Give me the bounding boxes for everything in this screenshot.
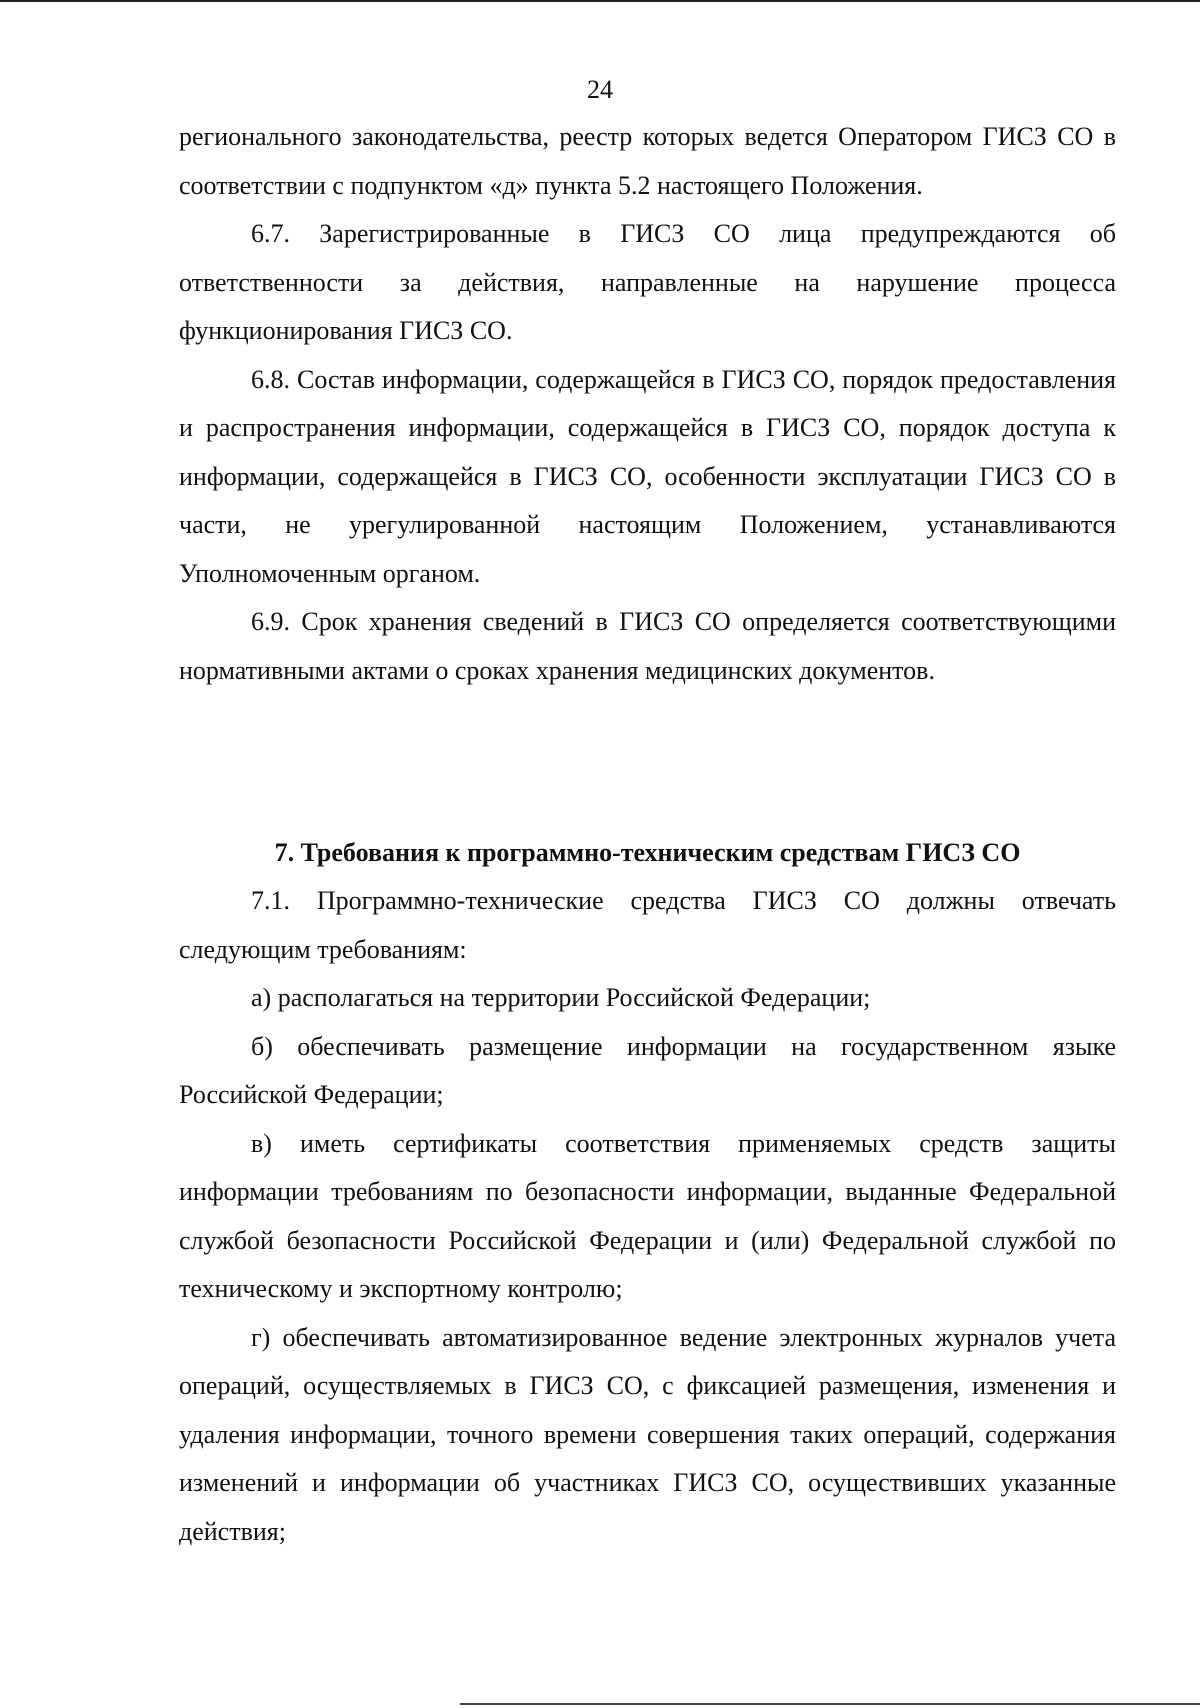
item-v: в) иметь сертификаты соответствия применяемых средств защиты информации требованиям по безопасности информации, выданные Федеральной службой безопасности Российской Федерации и (или) Федеральной службой по техническому и экспортному контролю; [179,1128,1116,1303]
scan-border-top [0,0,1200,2]
scan-border-bottom [460,1703,1200,1705]
page-number: 24 [587,75,613,104]
section-7-text [179,877,1116,1556]
item-a: а) располагаться на территории Российской Федерации; [251,983,871,1012]
paragraph-6-9: 6.9. Срок хранения сведений в ГИСЗ СО определяется соответствующими нормативными актами о сроках хранения медицинских документов. [179,607,1116,685]
paragraph-6-8: 6.8. Состав информации, содержащейся в ГИСЗ СО, порядок предоставления и распространения информации, содержащейся в ГИСЗ СО, порядок доступа к информации, содержащейся в ГИСЗ СО, особенности эксплуатации ГИСЗ СО в части, не урегулированной настоящим Положением, устанавливаются Уполномоченным органом. [179,364,1116,588]
item-b: б) обеспечивать размещение информации на государственном языке Российской Федерации; [179,1031,1116,1109]
paragraph-6-7: 6.7. Зарегистрированные в ГИСЗ СО лица предупреждаются об ответственности за действия, направленные на нарушение процесса функционирования ГИСЗ СО. [179,219,1116,345]
section-7-heading: 7. Требования к программно-техническим средствам ГИСЗ СО [274,838,1021,867]
item-g: г) обеспечивать автоматизированное ведение электронных журналов учета операций, осуществляемых в ГИСЗ СО, с фиксацией размещения, изменения и удаления информации, точного времени совершения таких операций, содержания изменений и информации об участниках ГИСЗ СО, осуществивших указанные действия; [179,1322,1116,1546]
section-6-text [179,113,1116,695]
continuation-paragraph: регионального законодательства, реестр которых ведется Оператором ГИСЗ СО в соответствии с подпунктом «д» пункта 5.2 настоящего Положения. [179,122,1116,200]
paragraph-7-1: 7.1. Программно-технические средства ГИСЗ СО должны отвечать следующим требованиям: [179,886,1116,964]
